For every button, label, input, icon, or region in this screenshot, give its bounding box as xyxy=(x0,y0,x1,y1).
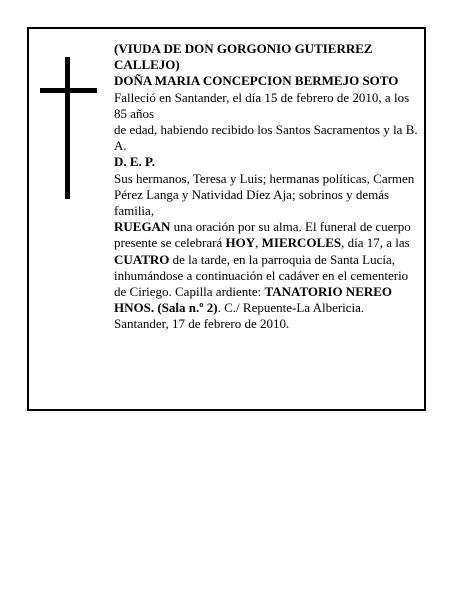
obituary-notice xyxy=(27,27,426,411)
location-text: de la tarde, en la parroquia de Santa Lucía, inhumándose a continuación el cadáver en el cementerio de Ciriego. Capilla ardiente: xyxy=(114,251,409,300)
notice-body xyxy=(114,41,420,333)
hour-text: CUATRO xyxy=(114,251,170,267)
death-announcement: Falleció en Santander, el día 15 de febrero de 2010, a los 85 años xyxy=(114,89,410,121)
cross-upright xyxy=(65,57,70,199)
funeral-details xyxy=(114,219,420,316)
dateline: Santander, 17 de febrero de 2010. xyxy=(114,316,290,332)
family-line: Sus hermanos, Teresa y Luis; hermanas políticas, Carmen Pérez Langa y Natividad Díez Aja; sobrinos y demás familia, xyxy=(114,170,415,219)
deceased-name: DOÑA MARIA CONCEPCION BERMEJO SOTO xyxy=(114,73,399,89)
cross-icon xyxy=(40,57,97,199)
cross-beam xyxy=(40,88,97,93)
day-text: , día 17, a las xyxy=(341,235,410,251)
death-announcement-continued: de edad, habiendo recibido los Santos Sacramentos y la B. A. xyxy=(114,122,418,154)
address-text: . C./ Repuente-La Albericia. xyxy=(217,300,365,316)
comma-text: , xyxy=(255,235,262,251)
rip-line: D. E. P. xyxy=(114,154,156,170)
widow-line: (VIUDA DE DON GORGONIO GUTIERREZ CALLEJO) xyxy=(114,41,373,73)
hoy-text: HOY xyxy=(225,235,256,251)
weekday-text: MIERCOLES xyxy=(261,235,342,251)
prayer-text: una oración por su alma. El funeral de cuerpo presente se celebrará xyxy=(114,219,411,251)
ruegan-text: RUEGAN xyxy=(114,219,171,235)
chapel-text: TANATORIO NEREO HNOS. (Sala n.º 2) xyxy=(114,284,393,316)
